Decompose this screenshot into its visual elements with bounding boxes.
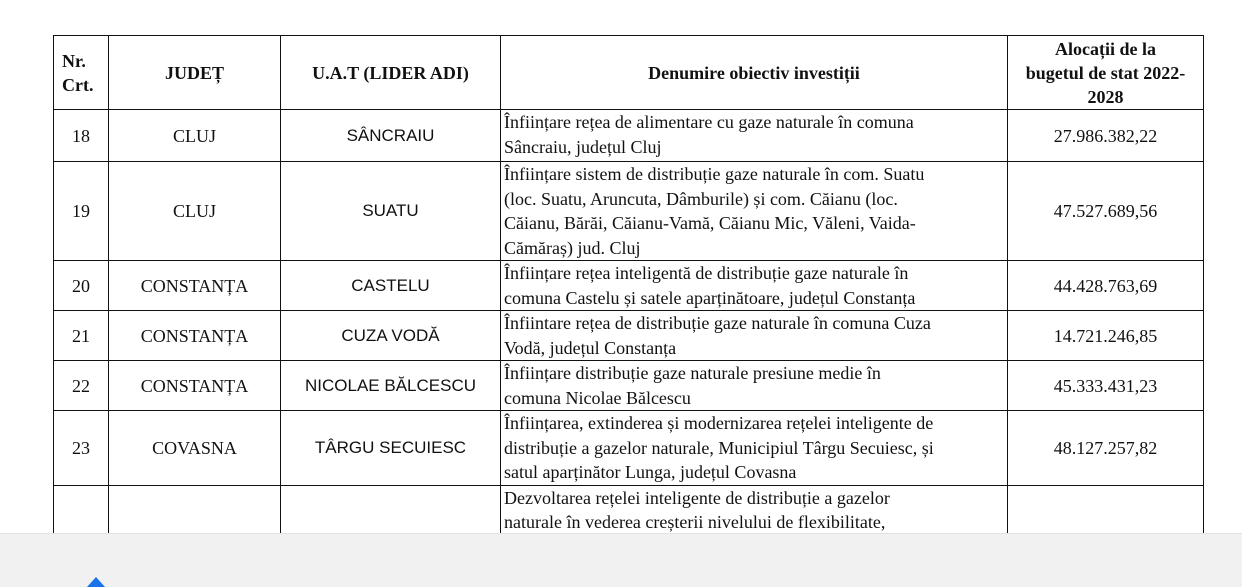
cell-description — [501, 361, 1008, 411]
description-line: Înființarea, extinderea și modernizarea rețelei inteligente de — [504, 413, 934, 433]
cell-uat: SÂNCRAIU — [281, 110, 501, 162]
header-uat: U.A.T (LIDER ADI) — [281, 36, 501, 110]
description-line: Înființare rețea inteligentă de distribuție gaze naturale în — [504, 263, 909, 283]
cell-amount: 44.428.763,69 — [1008, 261, 1204, 311]
header-alocatii-line-3: 2028 — [1087, 86, 1124, 107]
cell-description — [501, 261, 1008, 311]
cell-judet: CONSTANȚA — [109, 361, 281, 411]
header-nr-line-1: Nr. — [62, 50, 86, 71]
description-line: Sâncraiu, județul Cluj — [504, 136, 662, 157]
description-line: Vodă, județul Constanța — [504, 337, 677, 358]
description-line: comuna Castelu și satele aparținătoare, județul Constanța — [504, 287, 916, 308]
description-line: Înființare sistem de distribuție gaze naturale în com. Suatu — [504, 164, 925, 184]
table-row — [54, 411, 1204, 486]
table-row — [54, 261, 1204, 311]
table-row — [54, 110, 1204, 162]
cell-uat: SUATU — [281, 162, 501, 261]
cell-description — [501, 162, 1008, 261]
description-line: (loc. Suatu, Aruncuta, Dâmburile) și com. Căianu (loc. — [504, 188, 898, 209]
description-line: Cămăraș) jud. Cluj — [504, 237, 641, 258]
cell-amount: 47.527.689,56 — [1008, 162, 1204, 261]
cell-description — [501, 110, 1008, 162]
description-line: Căianu, Bărăi, Căianu-Vamă, Căianu Mic, Văleni, Vaida- — [504, 213, 916, 233]
cell-amount: 48.127.257,82 — [1008, 411, 1204, 486]
description-line: comuna Nicolae Bălcescu — [504, 387, 691, 408]
description-line: Dezvoltarea rețelei inteligente de distribuție a gazelor — [504, 487, 890, 508]
header-row — [54, 36, 1204, 110]
cell-judet: CONSTANȚA — [109, 261, 281, 311]
cell-nr: 18 — [54, 110, 109, 162]
cell-description — [501, 311, 1008, 361]
cell-nr: 20 — [54, 261, 109, 311]
investment-table — [53, 35, 1204, 546]
cell-judet: CONSTANȚA — [109, 311, 281, 361]
cell-description — [501, 411, 1008, 486]
header-judet: JUDEȚ — [109, 36, 281, 110]
description-line: naturale în vederea creșterii nivelului de flexibilitate, — [504, 512, 886, 532]
cell-uat: TÂRGU SECUIESC — [281, 411, 501, 486]
cell-uat: NICOLAE BĂLCESCU — [281, 361, 501, 411]
cell-amount: 14.721.246,85 — [1008, 311, 1204, 361]
cell-judet: COVASNA — [109, 411, 281, 486]
header-nr — [54, 36, 109, 110]
description-line: Înființare distribuție gaze naturale presiune medie în — [504, 363, 881, 383]
header-denumire: Denumire obiectiv investiții — [501, 36, 1008, 110]
header-alocatii — [1008, 36, 1204, 110]
cell-nr: 22 — [54, 361, 109, 411]
cell-nr: 23 — [54, 411, 109, 486]
table-row — [54, 311, 1204, 361]
cell-amount: 27.986.382,22 — [1008, 110, 1204, 162]
cell-nr: 19 — [54, 162, 109, 261]
cell-nr: 21 — [54, 311, 109, 361]
table-row — [54, 361, 1204, 411]
header-nr-line-2: Crt. — [62, 74, 94, 95]
description-line: distribuție a gazelor naturale, Municipiul Târgu Secuiesc, și — [504, 437, 934, 458]
cell-judet: CLUJ — [109, 162, 281, 261]
description-line: Înființare rețea de alimentare cu gaze naturale în comuna — [504, 112, 914, 132]
cell-judet: CLUJ — [109, 110, 281, 162]
description-line: satul aparținător Lunga, județul Covasna — [504, 462, 797, 482]
header-alocatii-line-2: bugetul de stat 2022- — [1025, 62, 1186, 83]
table-row — [54, 162, 1204, 261]
viewer-toolbar — [0, 533, 1242, 587]
header-alocatii-line-1: Alocații de la — [1055, 38, 1156, 59]
description-line: Înfiintare rețea de distribuție gaze naturale în comuna Cuza — [504, 313, 931, 333]
cell-uat: CUZA VODĂ — [281, 311, 501, 361]
cell-uat: CASTELU — [281, 261, 501, 311]
cell-amount: 45.333.431,23 — [1008, 361, 1204, 411]
